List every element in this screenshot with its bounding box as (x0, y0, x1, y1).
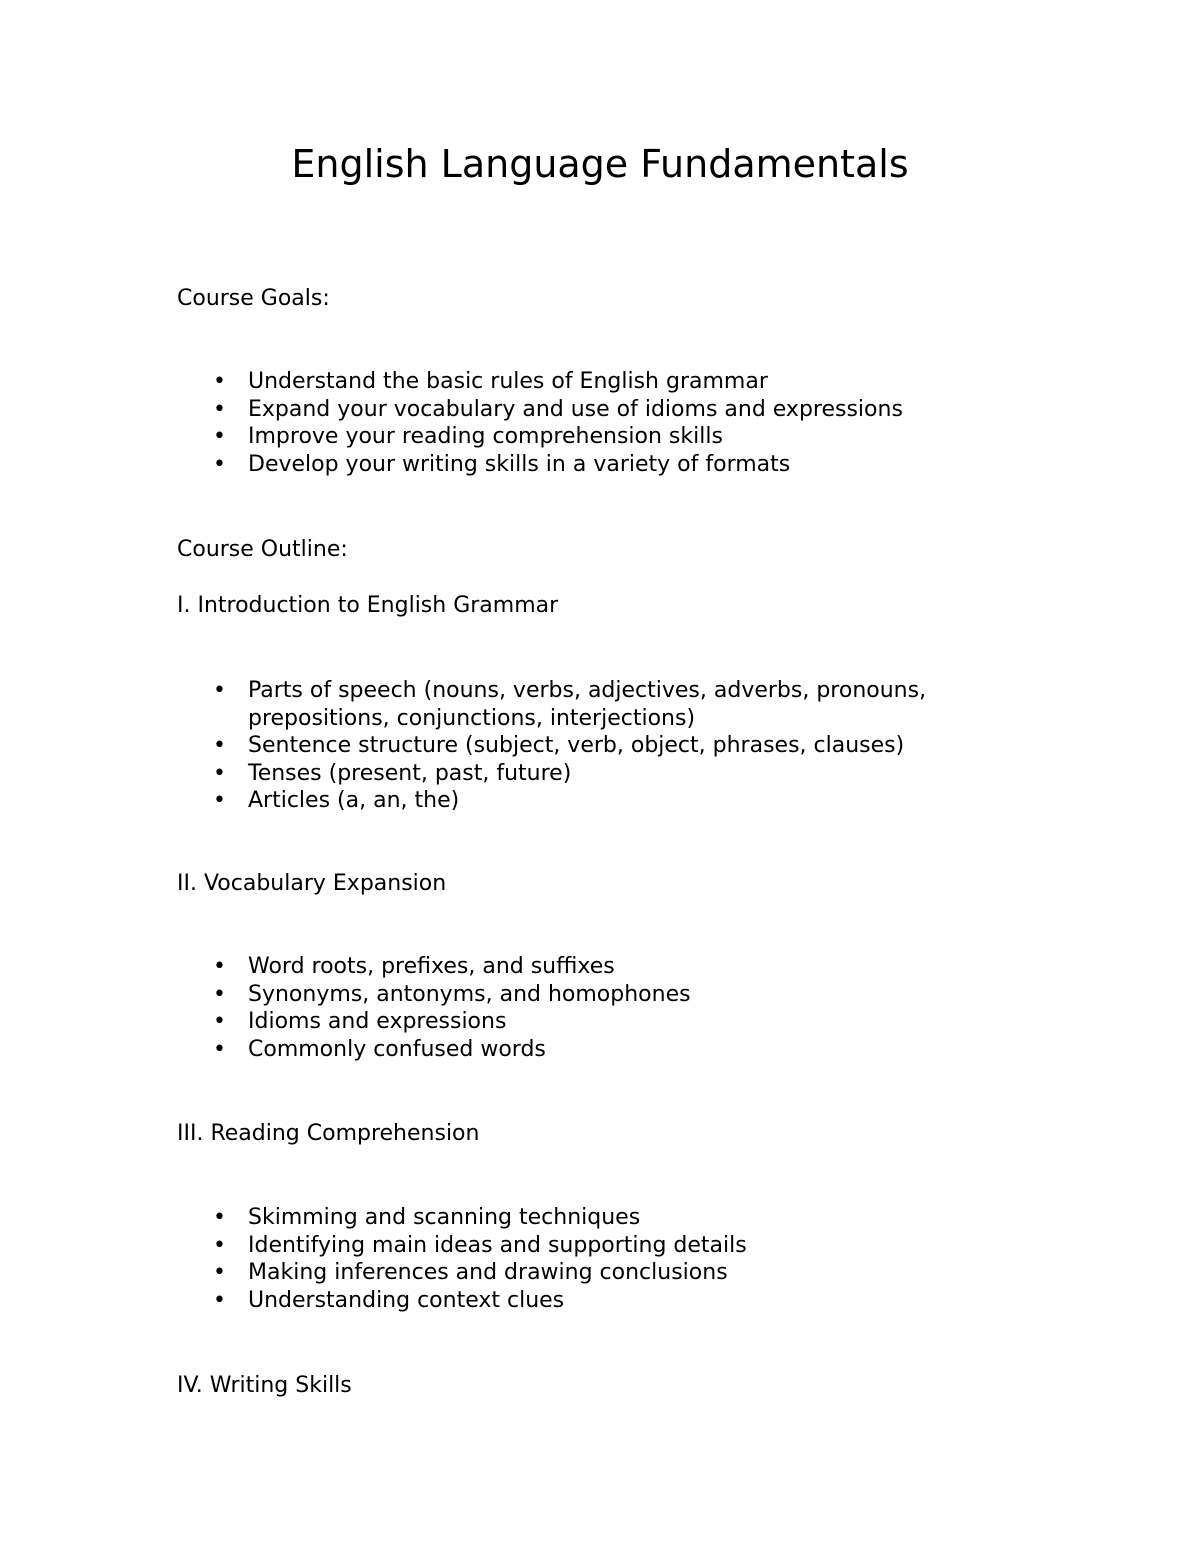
list-item (177, 677, 1027, 732)
section-heading-reading: III. Reading Comprehension (177, 1121, 480, 1146)
grammar-list (177, 677, 1027, 815)
list-item-text: Skimming and scanning techniques (248, 1205, 641, 1230)
bullet-icon: • (213, 981, 226, 1007)
list-item-text: Making inferences and drawing conclusions (248, 1260, 728, 1285)
list-item (177, 787, 1027, 815)
list-item (177, 953, 1027, 981)
list-item-text: Word roots, prefixes, and suffixes (248, 954, 615, 979)
list-item (177, 1204, 1027, 1232)
course-outline-heading: Course Outline: (177, 537, 348, 562)
list-item (177, 1036, 1027, 1064)
bullet-icon: • (213, 1205, 226, 1230)
course-goals-heading: Course Goals: (177, 286, 330, 311)
bullet-icon: • (213, 424, 226, 449)
list-item-text: Articles (a, an, the) (248, 788, 460, 813)
list-item (177, 760, 1027, 788)
list-item (177, 423, 1027, 451)
document-title: English Language Fundamentals (291, 142, 909, 186)
list-item-text: Synonyms, antonyms, and homophones (248, 981, 691, 1007)
bullet-icon: • (213, 678, 226, 703)
bullet-icon: • (213, 1287, 226, 1313)
list-item (177, 732, 1027, 760)
bullet-icon: • (213, 1009, 226, 1034)
section-heading-vocabulary: II. Vocabulary Expansion (177, 871, 447, 896)
list-item-text: Understanding context clues (248, 1287, 565, 1313)
bullet-icon: • (213, 369, 226, 394)
bullet-icon: • (213, 451, 226, 477)
bullet-icon: • (213, 396, 226, 422)
list-item (177, 451, 1027, 479)
list-item (177, 396, 1027, 424)
list-item (177, 981, 1027, 1009)
section-heading-writing: IV. Writing Skills (177, 1373, 352, 1398)
section-heading-grammar: I. Introduction to English Grammar (177, 593, 559, 618)
course-goals-list (177, 368, 1027, 478)
list-item-text: Expand your vocabulary and use of idioms and expressions (248, 396, 903, 422)
bullet-icon: • (213, 788, 226, 813)
bullet-icon: • (213, 733, 226, 758)
list-item-text: Idioms and expressions (248, 1009, 507, 1034)
list-item-text: Understand the basic rules of English grammar (248, 369, 768, 394)
bullet-icon: • (213, 1232, 226, 1258)
list-item-text: Improve your reading comprehension skills (248, 424, 723, 449)
list-item-text: Parts of speech (nouns, verbs, adjectives, adverbs, pronouns, prepositions, conjunctions, interjections) (248, 678, 927, 731)
bullet-icon: • (213, 1260, 226, 1285)
bullet-icon: • (213, 760, 226, 786)
list-item-text: Tenses (present, past, future) (248, 760, 572, 786)
list-item (177, 1287, 1027, 1315)
vocabulary-list (177, 953, 1027, 1063)
list-item-text: Identifying main ideas and supporting details (248, 1232, 747, 1258)
bullet-icon: • (213, 1036, 226, 1062)
list-item-text: Sentence structure (subject, verb, object, phrases, clauses) (248, 733, 905, 758)
list-item-text: Commonly confused words (248, 1036, 546, 1062)
reading-list (177, 1204, 1027, 1314)
list-item (177, 1232, 1027, 1260)
list-item (177, 1259, 1027, 1287)
bullet-icon: • (213, 954, 226, 979)
list-item (177, 368, 1027, 396)
list-item-text: Develop your writing skills in a variety of formats (248, 451, 791, 477)
list-item (177, 1008, 1027, 1036)
